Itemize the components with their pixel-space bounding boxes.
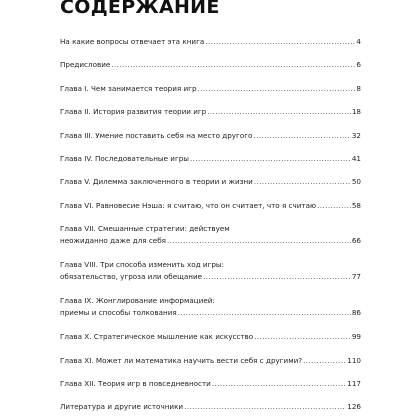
- toc-entry-title: На какие вопросы отвечает эта книга: [60, 37, 205, 46]
- toc-entry-title: Литература и другие источники: [60, 402, 184, 412]
- toc-entry-title: Глава IV. Последовательные игры: [60, 153, 189, 163]
- toc-entry[interactable]: [60, 401, 361, 413]
- toc-entry[interactable]: [60, 130, 361, 142]
- dot-leader: [190, 153, 351, 165]
- toc-page-number: 32: [351, 130, 361, 140]
- dot-leader: [212, 378, 346, 390]
- toc-entry[interactable]: [60, 259, 361, 283]
- toc-entry-title-line2: обязательство, угроза или обещание: [60, 272, 203, 282]
- toc-entry-title: Предисловие: [60, 60, 111, 70]
- toc-entry-title: Глава VI. Равновесие Нэша: я считаю, что он считает, что я считаю: [60, 200, 317, 210]
- toc-entry-title: Глава II. История развития теории игр: [60, 107, 207, 117]
- toc-entry[interactable]: [60, 106, 361, 118]
- toc-page-number: 126: [347, 402, 361, 412]
- toc-entry-title: Глава I. Чем занимается теория игр: [60, 83, 197, 93]
- toc-entry[interactable]: [60, 223, 361, 247]
- toc-page-number: 41: [351, 153, 361, 163]
- toc-entry[interactable]: [60, 176, 361, 188]
- toc-page-number: 110: [347, 355, 361, 365]
- dot-leader: [207, 106, 351, 118]
- dot-leader: [178, 307, 351, 319]
- toc-page-number: 66: [351, 236, 361, 246]
- toc-page-number: 50: [351, 177, 361, 187]
- dot-leader: [184, 401, 346, 413]
- toc-entry[interactable]: [60, 59, 361, 71]
- toc-entry[interactable]: [60, 200, 361, 212]
- toc-page-number: 6: [356, 60, 361, 70]
- dot-leader: [303, 355, 346, 367]
- toc-entry-title-line1: Глава VII. Смешанные стратегии: действуем: [60, 224, 230, 234]
- toc-list: [60, 36, 361, 420]
- toc-entry[interactable]: [60, 83, 361, 95]
- toc-page-number: 77: [351, 272, 361, 282]
- toc-entry[interactable]: [60, 36, 361, 48]
- dot-leader: [167, 235, 351, 247]
- dot-leader: [254, 331, 351, 343]
- dot-leader: [317, 200, 351, 212]
- toc-entry-title: Глава X. Стратегическое мышление как искусство: [60, 332, 254, 342]
- toc-entry-title-line1: Глава IX. Жонглирование информацией:: [60, 296, 215, 306]
- toc-entry-title-line2: приемы и способы толкования: [60, 308, 177, 318]
- dot-leader: [253, 130, 350, 142]
- toc-entry[interactable]: [60, 378, 361, 390]
- toc-entry-title: Глава V. Дилемма заключенного в теории и жизни: [60, 177, 253, 187]
- toc-entry-title: Глава III. Умение поставить себя на место другого: [60, 130, 253, 140]
- toc-entry-title: Глава XII. Теория игр в повседневности: [60, 378, 211, 388]
- toc-page-number: 18: [351, 107, 361, 117]
- toc-page-number: 8: [356, 83, 361, 93]
- toc-page-number: 58: [351, 200, 361, 210]
- toc-page-number: 99: [351, 332, 361, 342]
- toc-entry-title: Глава XI. Может ли математика научить вести себя с другими?: [60, 355, 303, 365]
- dot-leader: [205, 36, 355, 48]
- dot-leader: [198, 83, 356, 95]
- dot-leader: [203, 271, 351, 283]
- toc-page-number: 86: [351, 308, 361, 318]
- toc-entry[interactable]: [60, 295, 361, 319]
- toc-page-number: 117: [347, 378, 361, 388]
- toc-entry[interactable]: [60, 355, 361, 367]
- toc-entry[interactable]: [60, 331, 361, 343]
- toc-entry[interactable]: [60, 153, 361, 165]
- toc-entry-title-line2: неожиданно даже для себя: [60, 236, 166, 246]
- dot-leader: [254, 176, 351, 188]
- page-title: СОДЕРЖАНИЕ: [60, 0, 220, 18]
- toc-entry-title-line1: Глава VIII. Три способа изменить ход игры:: [60, 260, 225, 270]
- toc-page-number: 4: [356, 37, 361, 46]
- dot-leader: [111, 59, 355, 71]
